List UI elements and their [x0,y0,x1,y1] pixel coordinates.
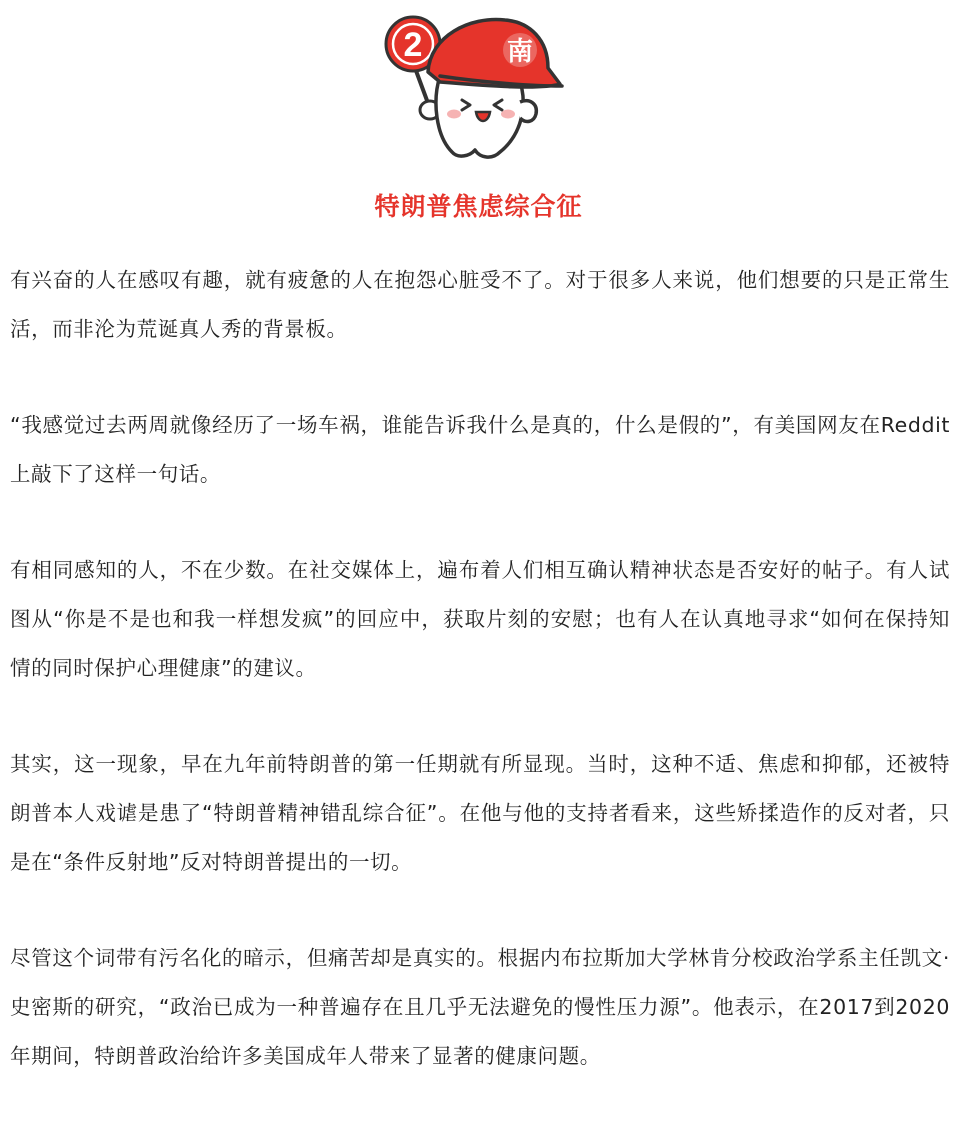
mascot-mouth [476,112,490,121]
badge-number: 2 [403,26,423,64]
mascot-icon [380,6,580,171]
article-paragraph: “我感觉过去两周就像经历了一场车祸，谁能告诉我什么是真的，什么是假的”，有美国网友在Reddit上敲下了这样一句话。 [10,413,950,486]
article-body [10,256,950,1128]
mascot-illustration [380,6,580,171]
mascot-right-arm [520,101,536,122]
article-paragraph: 有相同感知的人，不在少数。在社交媒体上，遍布着人们相互确认精神状态是否安好的帖子。有人试图从“你是不是也和我一样想发疯”的回应中，获取片刻的安慰；也有人在认真地寻求“如何在保持知情的同时保护心理健康”的建议。 [10,558,950,680]
section-title: 特朗普焦虑综合征 [374,192,583,221]
article-paragraph: 有兴奋的人在感叹有趣，就有疲惫的人在抱怨心脏受不了。对于很多人来说，他们想要的只是正常生活，而非沦为荒诞真人秀的背景板。 [10,268,950,341]
mascot-left-cheek [447,110,461,119]
cap-character: 南 [506,37,534,67]
article-paragraph: 其实，这一现象，早在九年前特朗普的第一任期就有所显现。当时，这种不适、焦虑和抑郁，还被特朗普本人戏谑是患了“特朗普精神错乱综合征”。在他与他的支持者看来，这些矫揉造作的反对者，只是在“条件反射地”反对特朗普提出的一切。 [10,752,950,874]
article-paragraph: 尽管这个词带有污名化的暗示，但痛苦却是真实的。根据内布拉斯加大学林肯分校政治学系主任凯文·史密斯的研究，“政治已成为一种普遍存在且几乎无法避免的慢性压力源”。他表示，在2017到2020年期间，特朗普政治给许多美国成年人带来了显著的健康问题。 [10,946,950,1068]
mascot-right-cheek [501,110,515,119]
